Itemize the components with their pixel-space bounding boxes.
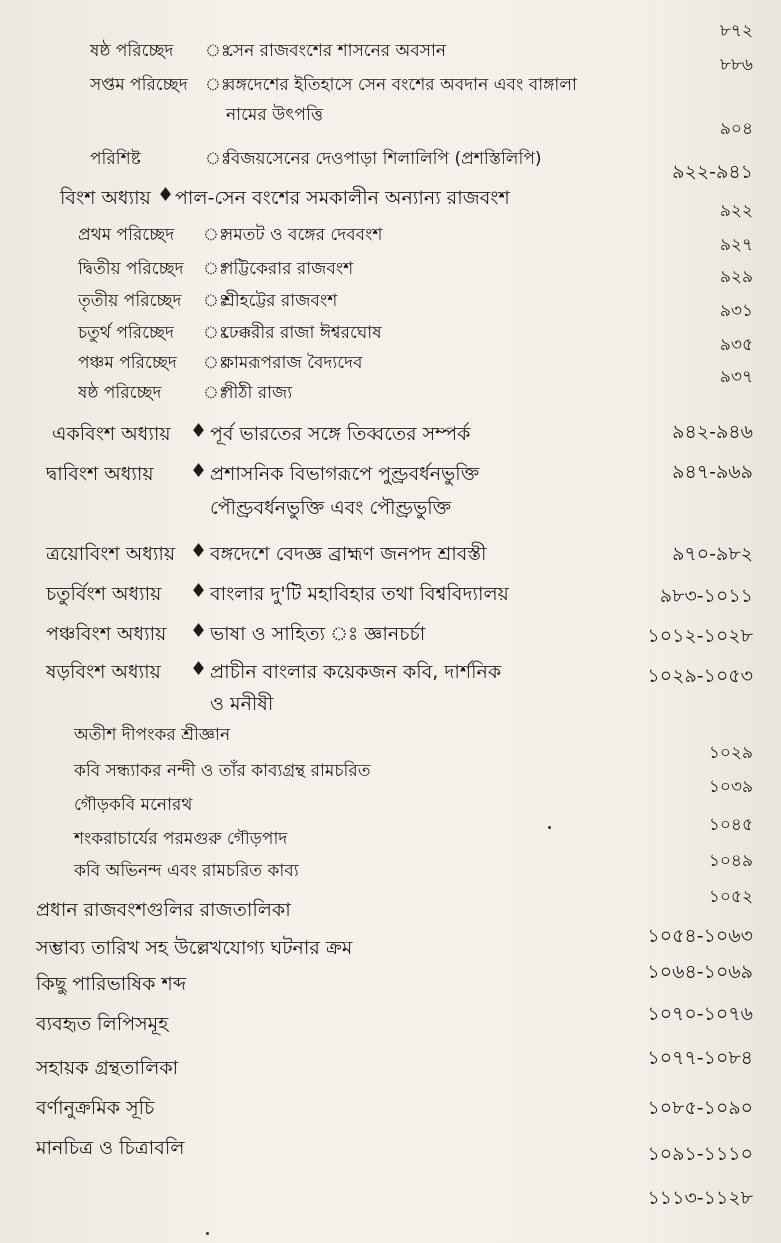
chapter-title: পাল-সেন বংশের সমকালীন অন্যান্য রাজবংশ — [175, 187, 510, 209]
section-title: শ্রীহট্টের রাজবংশ — [222, 291, 338, 311]
section-label: চতুর্থ পরিচ্ছেদ — [78, 323, 174, 343]
subsection-title: গৌড়কবি মনোরথ — [74, 795, 193, 815]
chapter-label: ষড়বিংশ অধ্যায় — [46, 661, 161, 683]
section-title: পীঠী রাজ্য — [222, 383, 293, 403]
chapter-label: চতুর্বিংশ অধ্যায় — [46, 583, 162, 605]
back-matter-range: ১০৫৪-১০৬৩ — [647, 925, 753, 947]
section-title: বঙ্গদেশের ইতিহাসে সেন বংশের অবদান এবং বাঙ্গালা — [226, 75, 577, 95]
page-number: ৯২৭ — [719, 235, 753, 255]
back-matter-title: সম্ভাব্য তারিখ সহ উল্লেখযোগ্য ঘটনার ক্রম — [36, 937, 353, 959]
chapter-title: বাংলার দু'টি মহাবিহার তথা বিশ্ববিদ্যালয় — [210, 583, 509, 605]
back-matter-range: ১১১৩-১১২৮ — [647, 1187, 753, 1209]
separator-colon: ঃ — [203, 383, 228, 403]
separator-diamond: ♦ — [190, 580, 208, 602]
separator-colon: ঃ — [203, 323, 228, 343]
chapter-page-range: ১০১২-১০২৮ — [647, 625, 753, 647]
subsection-title: শংকরাচার্যের পরমগুরু গৌড়পাদ — [74, 829, 288, 849]
section-title: ঢেক্করীর রাজা ঈশ্বরঘোষ — [222, 323, 382, 343]
separator-colon: ঃ — [203, 353, 228, 373]
chapter-page-range: ৯৭০-৯৮২ — [672, 543, 753, 565]
chapter-label: ত্রয়োবিংশ অধ্যায় — [46, 543, 176, 565]
chapter-page-range: ৯৮৩-১০১১ — [659, 585, 753, 607]
page-number: ৯২৯ — [719, 267, 753, 287]
section-title: বিজয়সেনের দেওপাড়া শিলালিপি (প্রশস্তিলিপি) — [226, 149, 542, 169]
subsection-title: কবি সন্ধ্যাকর নন্দী ও তাঁর কাব্যগ্রন্থ রামচরিত — [74, 761, 371, 781]
chapter-title-cont: পৌণ্ড্রবর্ধনভুক্তি এবং পৌণ্ড্রভুক্তি — [210, 497, 452, 519]
chapter-label: বিংশ অধ্যায় — [60, 187, 151, 209]
chapter-title: ভাষা ও সাহিত্য ঃ জ্ঞানচর্চা — [210, 623, 426, 645]
section-title: সেন রাজবংশের শাসনের অবসান — [226, 41, 447, 61]
page-speck — [206, 1232, 209, 1235]
section-label: পরিশিষ্ট — [90, 149, 141, 169]
page-number: ৯৩৫ — [719, 335, 753, 355]
page-number: ১০৪৫ — [708, 815, 753, 835]
separator-diamond: ♦ — [190, 420, 208, 442]
page-number: ৮৭২ — [719, 21, 753, 41]
separator-colon: ঃ — [205, 75, 230, 95]
separator-colon: ঃ — [203, 225, 228, 245]
page-number: ৯২২ — [719, 201, 753, 221]
page-number: ১০২৯ — [708, 743, 753, 763]
back-matter-title: বর্ণানুক্রমিক সূচি — [36, 1097, 155, 1119]
chapter-page-range: ১০২৯-১০৫৩ — [647, 665, 753, 687]
section-label: তৃতীয় পরিচ্ছেদ — [78, 291, 182, 311]
chapter-label: একবিংশ অধ্যায় — [52, 423, 171, 445]
section-label: প্রথম পরিচ্ছেদ — [78, 225, 175, 245]
section-title: সমতট ও বঙ্গের দেববংশ — [222, 225, 383, 245]
section-title-cont: নামের উৎপত্তি — [226, 105, 323, 125]
back-matter-title: সহায়ক গ্রন্থতালিকা — [36, 1057, 179, 1079]
back-matter-title: প্রধান রাজবংশগুলির রাজতালিকা — [36, 899, 291, 921]
page-speck — [548, 826, 551, 829]
section-title: পট্টিকেরার রাজবংশ — [222, 259, 354, 279]
subsection-title: অতীশ দীপংকর শ্রীজ্ঞান — [74, 725, 231, 745]
chapter-title: বঙ্গদেশে বেদজ্ঞ ব্রাহ্মণ জনপদ শ্রাবস্তী — [210, 543, 487, 565]
separator-diamond: ♦ — [190, 540, 208, 562]
section-label: ষষ্ঠ পরিচ্ছেদ — [78, 383, 162, 403]
back-matter-title: কিছু পারিভাষিক শব্দ — [36, 973, 187, 995]
section-label: সপ্তম পরিচ্ছেদ — [90, 75, 188, 95]
chapter-title: প্রাচীন বাংলার কয়েকজন কবি, দার্শনিক — [210, 661, 502, 683]
back-matter-range: ১০৬৪-১০৬৯ — [647, 961, 753, 983]
back-matter-range: ১০৭৭-১০৮৪ — [647, 1047, 753, 1069]
back-matter-range: ১০৯১-১১১০ — [647, 1143, 753, 1165]
chapter-label: দ্বাবিংশ অধ্যায় — [46, 463, 154, 485]
chapter-title: প্রশাসনিক বিভাগরূপে পুণ্ড্রবর্ধনভুক্তি — [210, 463, 480, 485]
page-number: ১০৪৯ — [708, 851, 753, 871]
chapter-label: পঞ্চবিংশ অধ্যায় — [46, 623, 167, 645]
page-number: ৮৮৬ — [719, 55, 753, 75]
separator-colon: ঃ — [205, 41, 230, 61]
back-matter-range: ১০৮৫-১০৯০ — [647, 1097, 753, 1119]
separator-diamond: ♦ — [190, 460, 208, 482]
chapter-page-range: ৯৪৭-৯৬৯ — [672, 461, 753, 483]
subsection-title: কবি অভিনন্দ এবং রামচরিত কাব্য — [74, 861, 299, 881]
chapter-title-cont: ও মনীষী — [210, 693, 274, 715]
section-label: দ্বিতীয় পরিচ্ছেদ — [78, 259, 184, 279]
section-label: পঞ্চম পরিচ্ছেদ — [78, 353, 177, 373]
separator-colon: ঃ — [205, 149, 230, 169]
page-number: ৯০৪ — [719, 119, 753, 139]
separator-diamond: ♦ — [190, 620, 208, 642]
section-title: কামরূপরাজ বৈদ্যদেব — [222, 353, 363, 373]
back-matter-title: মানচিত্র ও চিত্রাবলি — [36, 1137, 185, 1159]
separator-colon: ঃ — [203, 291, 228, 311]
page-number: ৯৩৭ — [719, 367, 753, 387]
back-matter-range: ১০৭০-১০৭৬ — [647, 1003, 753, 1025]
section-label: ষষ্ঠ পরিচ্ছেদ — [90, 41, 174, 61]
back-matter-title: ব্যবহৃত লিপিসমূহ — [36, 1013, 169, 1035]
separator-diamond: ♦ — [157, 184, 175, 206]
page-number: ১০৫২ — [708, 887, 753, 907]
chapter-title: পূর্ব ভারতের সঙ্গে তিব্বতের সম্পর্ক — [210, 423, 471, 445]
separator-colon: ঃ — [203, 259, 228, 279]
chapter-page-range: ৯২২-৯৪১ — [672, 161, 753, 183]
separator-diamond: ♦ — [190, 658, 208, 680]
page-number: ৯৩১ — [719, 301, 753, 321]
chapter-page-range: ৯৪২-৯৪৬ — [672, 421, 753, 443]
page-number: ১০৩৯ — [708, 777, 753, 797]
